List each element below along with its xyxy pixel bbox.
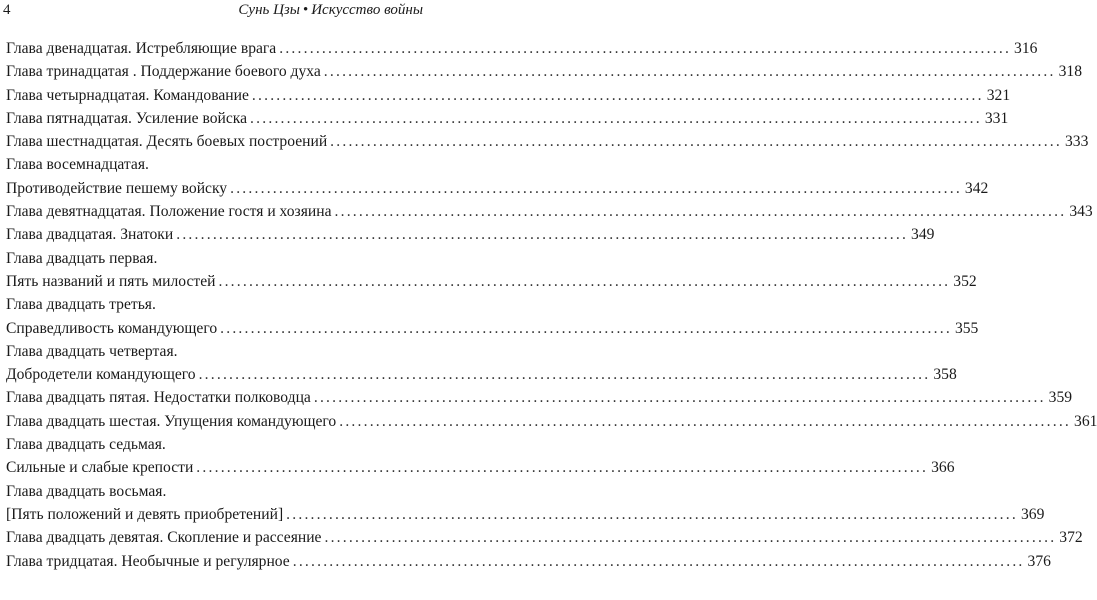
toc-entry-title: Глава двадцатая. Знатоки	[6, 226, 174, 244]
toc-entry	[6, 107, 1009, 130]
toc-entry-title: Глава тринадцатая . Поддержание боевого духа	[6, 63, 321, 81]
toc-entry-page: 358	[933, 366, 957, 384]
toc-entry-title: Добродетели командующего	[6, 366, 196, 384]
toc-entry-title: Глава тридцатая. Необычные и регулярное	[6, 552, 290, 570]
toc-entry-page: 372	[1059, 529, 1083, 547]
toc-entry-title: Справедливость командующего	[6, 319, 218, 337]
toc-entry	[6, 526, 1083, 549]
toc-entry-page: 352	[953, 272, 977, 290]
toc-entry-page: 359	[1048, 389, 1073, 407]
toc-entry	[6, 130, 1089, 153]
toc-entry-title: Глава пятнадцатая. Усиление войска	[6, 109, 248, 127]
toc-entry-page: 361	[1074, 412, 1097, 430]
toc-entry-title: Глава двадцать восьмая.	[6, 482, 167, 500]
toc-entry-title: Глава двадцать четвертая.	[6, 342, 178, 360]
dot-leader: ........................................................................................................................	[196, 459, 929, 477]
toc-entry-title: Глава восемнадцатая.	[6, 156, 149, 174]
toc-entry	[6, 247, 418, 270]
toc-entry	[6, 84, 1011, 107]
toc-entry-page: 321	[986, 86, 1011, 104]
table-of-contents	[6, 37, 1097, 573]
toc-entry	[6, 153, 418, 176]
dot-leader: ........................................................................................................................	[323, 63, 1056, 81]
toc-entry	[6, 317, 979, 340]
dot-leader: ........................................................................................................................	[218, 272, 951, 290]
running-header	[3, 2, 423, 22]
toc-entry	[6, 480, 418, 503]
dot-leader: ........................................................................................................................	[220, 319, 952, 337]
toc-entry	[6, 340, 418, 363]
toc-entry	[6, 37, 1038, 60]
toc-entry-title: Глава двенадцатая. Истребляющие врага	[6, 40, 277, 57]
toc-entry	[6, 386, 1073, 409]
toc-entry-title: Глава двадцать шестая. Упущения командующего	[6, 412, 337, 430]
toc-entry	[6, 223, 935, 246]
toc-entry	[6, 177, 989, 200]
author-name: Сунь Цзы	[238, 2, 300, 18]
toc-entry	[6, 60, 1082, 83]
toc-entry-page: 342	[964, 179, 989, 197]
toc-entry-title: Глава шестнадцатая. Десять боевых построений	[6, 133, 328, 151]
toc-entry-page: 343	[1069, 203, 1093, 221]
toc-entry-page: 355	[954, 319, 979, 337]
toc-entry	[6, 293, 418, 316]
toc-entry-page: 331	[984, 109, 1009, 127]
dot-leader: ........................................................................................................................	[286, 505, 1018, 523]
toc-entry-title: Глава четырнадцатая. Командование	[6, 86, 249, 104]
toc-entry-title: Глава девятнадцатая. Положение гостя и хозяина	[6, 203, 332, 221]
toc-entry	[6, 200, 1093, 223]
title-separator: •	[302, 2, 309, 18]
toc-entry-title: Сильные и слабые крепости	[6, 459, 194, 477]
toc-entry	[6, 433, 418, 456]
toc-entry-page: 349	[911, 226, 935, 244]
dot-leader: ........................................................................................................................	[250, 109, 982, 127]
toc-entry-page: 333	[1064, 133, 1089, 151]
running-title	[238, 2, 423, 19]
page-number: 4	[3, 2, 11, 18]
toc-entry-page: 318	[1058, 63, 1082, 81]
toc-entry-title: Глава двадцать пятая. Недостатки полководца	[6, 389, 311, 407]
toc-entry	[6, 550, 1051, 573]
dot-leader: ........................................................................................................................	[292, 552, 1025, 570]
toc-entry	[6, 363, 957, 386]
toc-entry	[6, 270, 977, 293]
toc-entry	[6, 410, 1097, 433]
toc-entry-title: Противодействие пешему войску	[6, 179, 228, 197]
toc-entry-title: Глава двадцать седьмая.	[6, 436, 166, 454]
book-title: Искусство войны	[311, 2, 423, 18]
dot-leader: ........................................................................................................................	[339, 412, 1072, 430]
toc-entry-title: Пять названий и пять милостей	[6, 272, 216, 290]
dot-leader: ........................................................................................................................	[324, 529, 1057, 547]
toc-entry	[6, 456, 955, 479]
toc-entry-title: [Пять положений и девять приобретений]	[6, 505, 284, 523]
dot-leader: ........................................................................................................................	[334, 203, 1067, 221]
toc-entry-title: Глава двадцать первая.	[6, 249, 158, 267]
toc-entry	[6, 503, 1045, 526]
dot-leader: ........................................................................................................................	[251, 86, 984, 104]
toc-entry-page: 376	[1027, 552, 1051, 570]
dot-leader: ........................................................................................................................	[330, 133, 1062, 151]
toc-entry-page: 316	[1014, 40, 1038, 57]
dot-leader: ........................................................................................................................	[176, 226, 909, 244]
toc-entry-page: 366	[931, 459, 955, 477]
dot-leader: ........................................................................................................................	[313, 389, 1046, 407]
toc-entry-page: 369	[1020, 505, 1045, 523]
toc-entry-title: Глава двадцать третья.	[6, 296, 156, 314]
dot-leader: ........................................................................................................................	[230, 179, 962, 197]
dot-leader: ........................................................................................................................	[198, 366, 931, 384]
dot-leader: ........................................................................................................................	[279, 40, 1012, 57]
toc-entry-title: Глава двадцать девятая. Скопление и рассеяние	[6, 529, 322, 547]
